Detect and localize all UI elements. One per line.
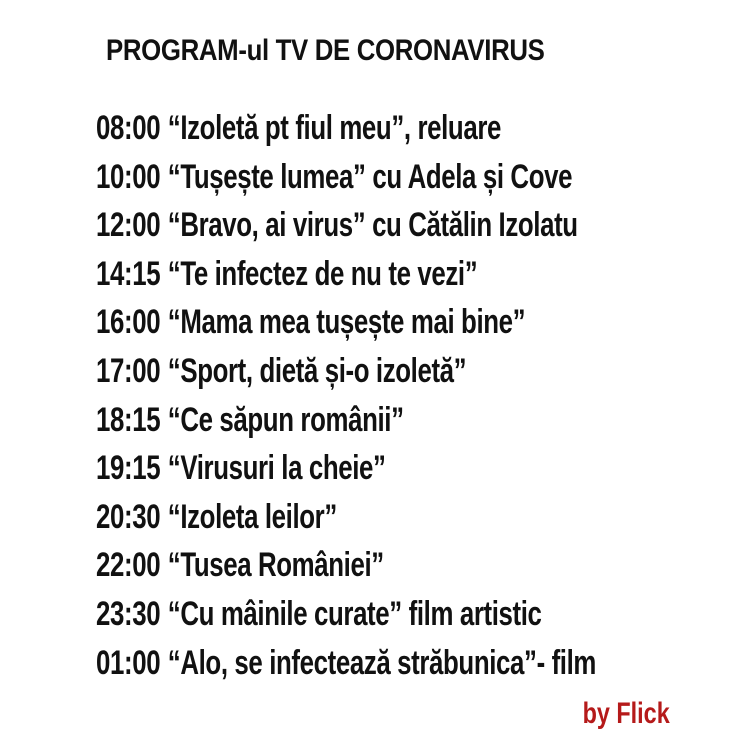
schedule-program: “Izoletă pt fiul meu”, reluare bbox=[167, 109, 501, 147]
schedule-program: “Cu mâinile curate” film artistic bbox=[167, 594, 542, 633]
schedule-time: 08:00 bbox=[96, 109, 161, 147]
schedule-time: 22:00 bbox=[96, 546, 161, 585]
schedule-time: 20:30 bbox=[96, 497, 161, 536]
schedule-item bbox=[96, 594, 582, 643]
schedule-item bbox=[96, 643, 597, 692]
schedule-program: “Te infectez de nu te vezi” bbox=[167, 254, 478, 293]
schedule-time: 14:15 bbox=[96, 254, 161, 293]
schedule-item bbox=[96, 545, 582, 594]
page-title: PROGRAM-ul TV DE CORONAVIRUS bbox=[106, 34, 545, 67]
schedule-program: “Virusuri la cheie” bbox=[167, 449, 386, 488]
schedule-item bbox=[96, 448, 582, 497]
schedule-program: “Tusea României” bbox=[167, 546, 384, 585]
schedule-program: “Ce săpun românii” bbox=[167, 400, 404, 439]
schedule-time: 18:15 bbox=[96, 400, 161, 439]
schedule-item bbox=[96, 302, 582, 351]
schedule-item bbox=[96, 400, 582, 449]
schedule-time: 01:00 bbox=[96, 643, 161, 682]
schedule-program: “Mama mea tușește mai bine” bbox=[167, 303, 526, 342]
schedule-program: “Alo, se infectează străbunica”- film bbox=[167, 643, 597, 682]
schedule-time: 19:15 bbox=[96, 449, 161, 488]
schedule-time: 17:00 bbox=[96, 351, 161, 390]
tv-schedule-list bbox=[96, 108, 736, 691]
schedule-time: 10:00 bbox=[96, 157, 161, 196]
schedule-program: “Izoleta leilor” bbox=[167, 497, 337, 536]
schedule-item bbox=[96, 205, 582, 254]
schedule-program: “Sport, dietă și-o izoletă” bbox=[167, 351, 467, 390]
schedule-item bbox=[96, 497, 582, 546]
schedule-program: “Bravo, ai virus” cu Cătălin Izolatu bbox=[167, 206, 578, 245]
schedule-item bbox=[96, 254, 582, 303]
schedule-item bbox=[96, 108, 582, 157]
schedule-time: 16:00 bbox=[96, 303, 161, 342]
author-credit: by Flick bbox=[582, 697, 670, 730]
schedule-time: 12:00 bbox=[96, 206, 161, 245]
schedule-item bbox=[96, 351, 582, 400]
schedule-time: 23:30 bbox=[96, 594, 161, 633]
schedule-item bbox=[96, 157, 582, 206]
schedule-program: “Tușește lumea” cu Adela și Cove bbox=[167, 157, 573, 196]
